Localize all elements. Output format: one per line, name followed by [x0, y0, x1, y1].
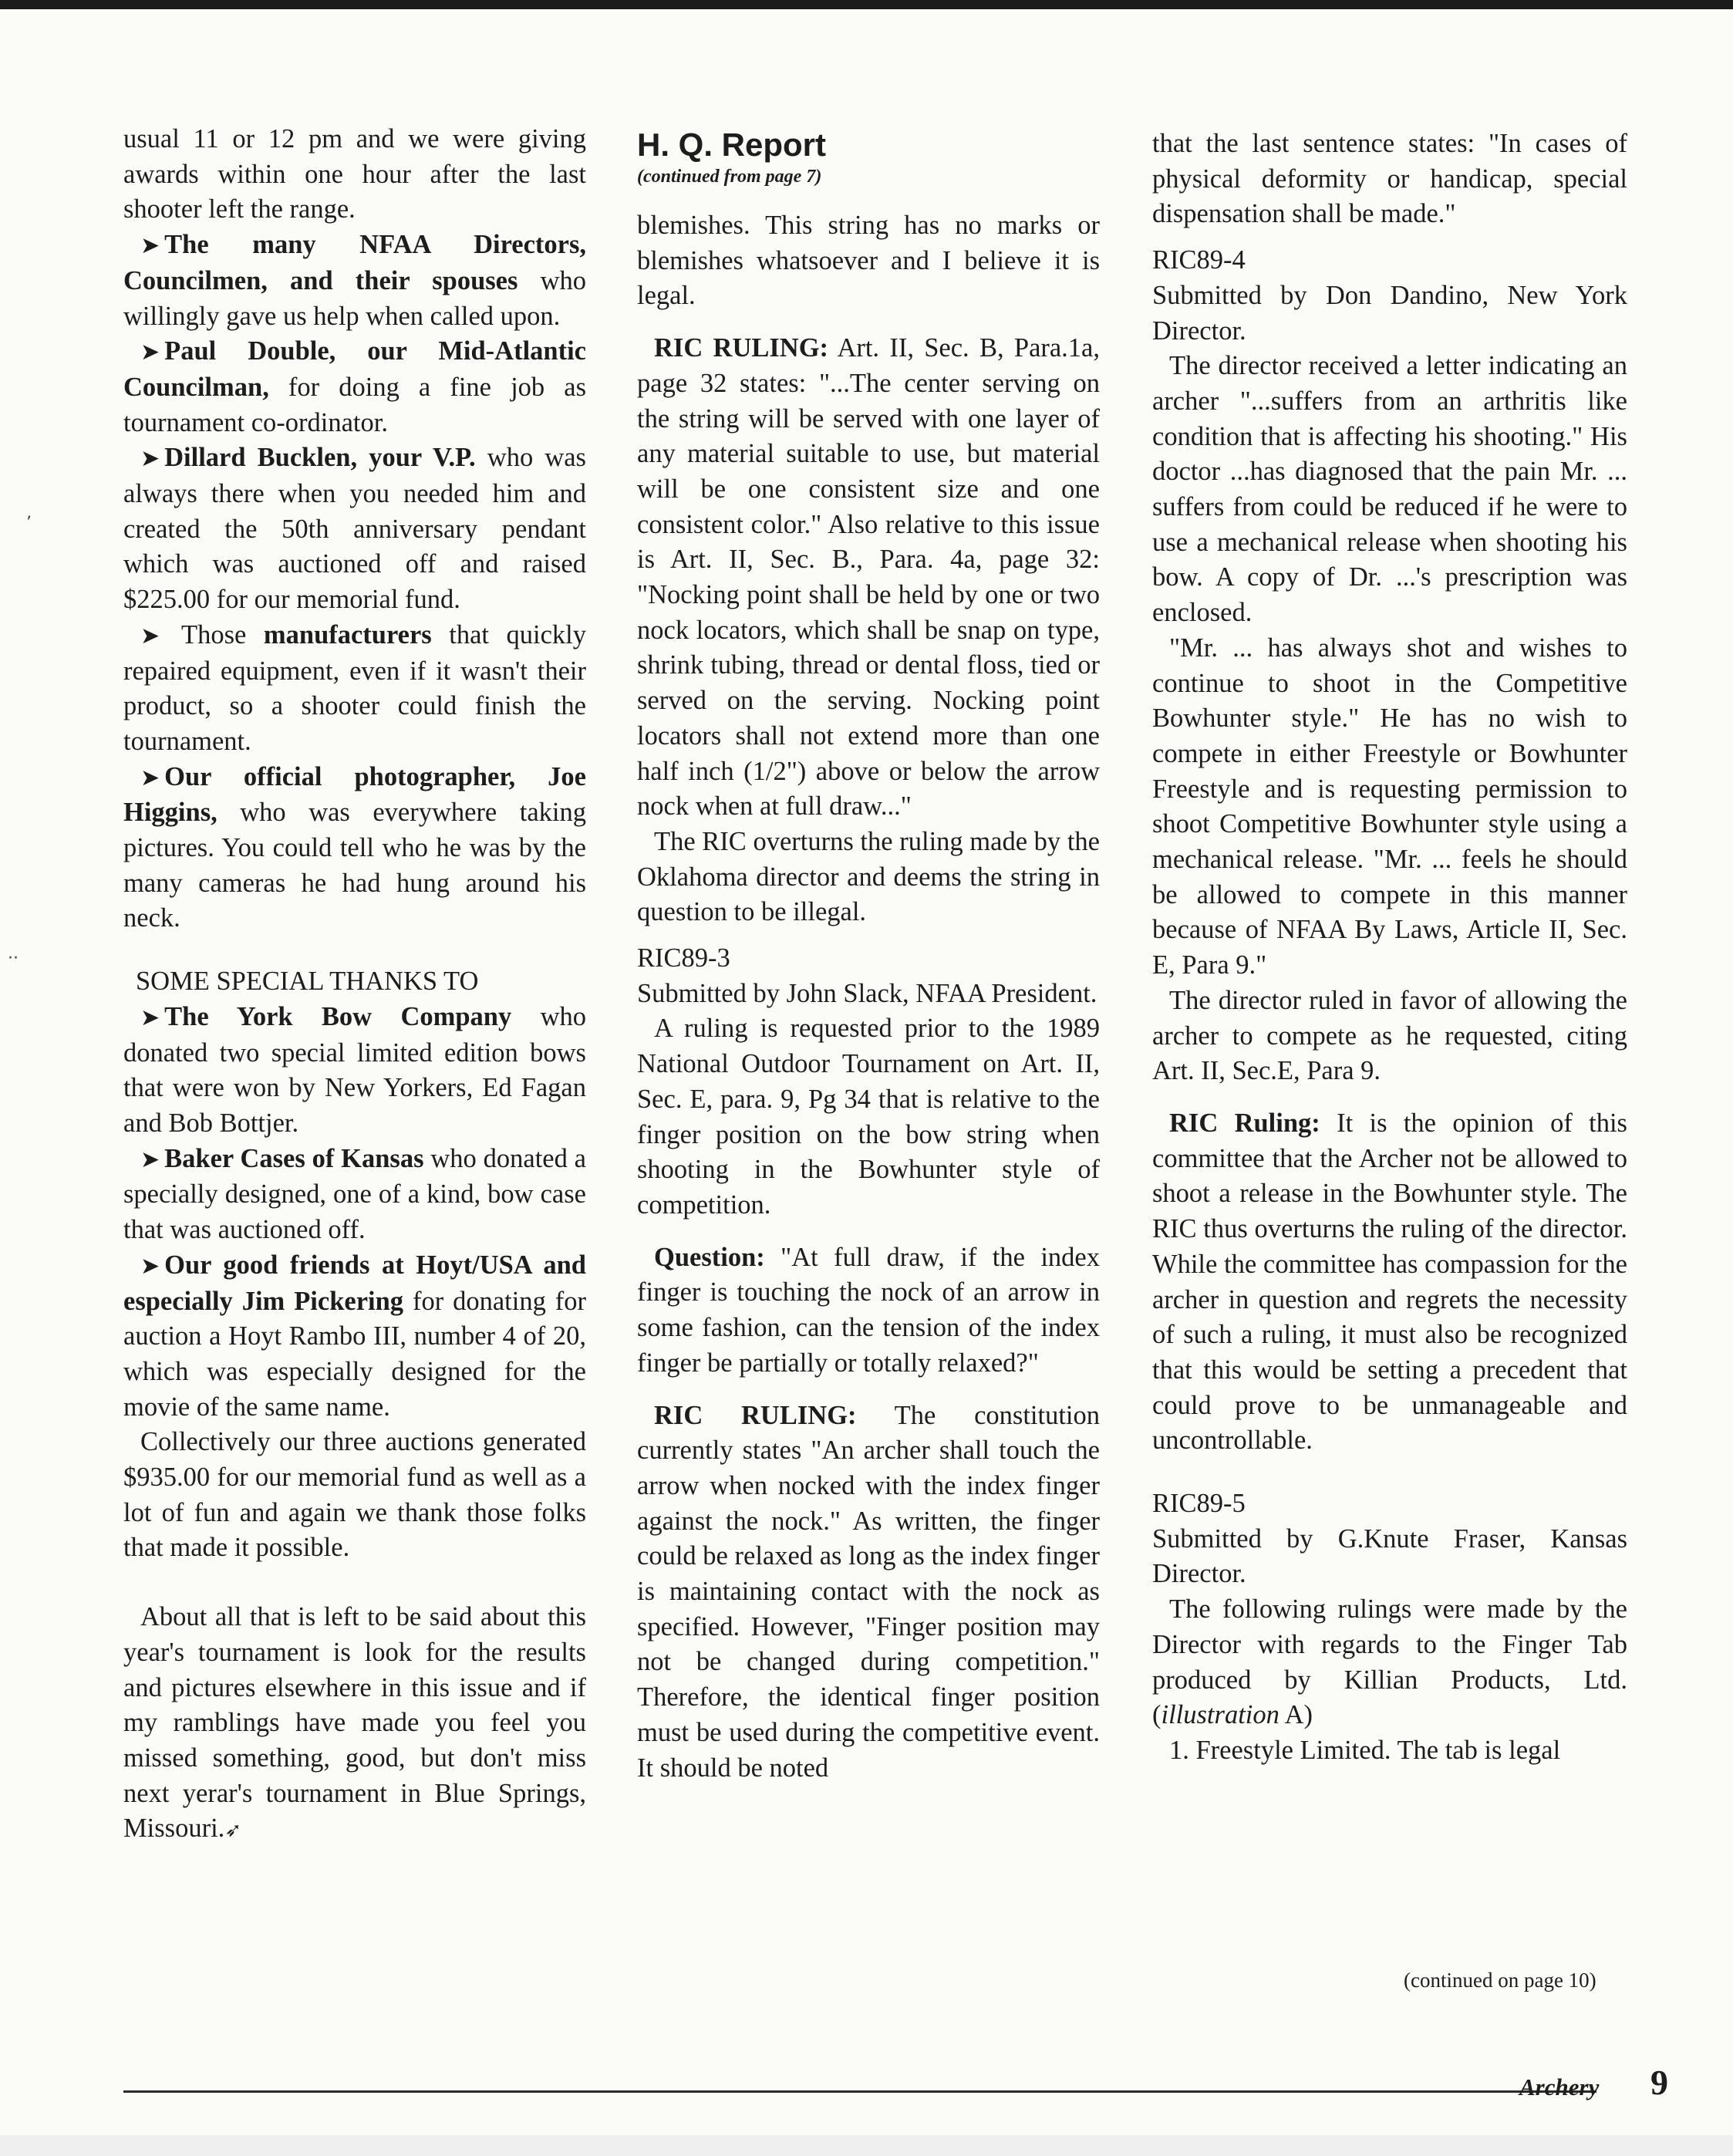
- scan-bottom-edge: [0, 2135, 1733, 2156]
- arrow-bullet-icon: ➤: [140, 1252, 160, 1280]
- paragraph: "Mr. ... has always shot and wishes to continue to shoot in the Competitive Bowhunter style." He has no wish to compete in either Freestyle or Bowhunter Freestyle and is requesting permission to shoot Competitive Bowhunter style using a mechanical release. "Mr. ... feels he should be allowed to compete in this manner because of NFAA By Laws, Article II, Sec. E, Para 9.": [1152, 633, 1627, 980]
- continued-on-note: (continued on page 10): [1404, 1969, 1596, 1992]
- arrow-bullet-icon: ➤: [140, 764, 160, 791]
- column-left: [123, 122, 586, 1849]
- ruling-paragraph: RIC RULING: The constitution currently states "An archer shall touch the arrow when nocked with the index finger against the nock." As written, the finger could be relaxed as long as the index finger is maintaining contact with the nock as specified. However, "Finger position may not be changed during competition." Therefore, the identical finger position must be used during the competitive event. It should be noted: [637, 1400, 1100, 1783]
- arrow-bullet-icon: ➤: [140, 339, 160, 366]
- footer-rule: [123, 2090, 1596, 2093]
- section-heading: SOME SPECIAL THANKS TO: [136, 967, 479, 997]
- arrow-endmark-icon: ➶: [224, 1819, 242, 1843]
- ruling-id: RIC89-5: [1152, 1489, 1246, 1519]
- question-paragraph: Question: "At full draw, if the index finger is touching the nock of an arrow in some fashion, can the tension of the index finger be partially or totally relaxed?": [637, 1242, 1100, 1378]
- submitted-by: Submitted by Don Dandino, New York Director.: [1152, 280, 1627, 346]
- submitted-by: Submitted by G.Knute Fraser, Kansas Director.: [1152, 1523, 1627, 1589]
- page-number: 9: [1650, 2063, 1668, 2102]
- spacer: [637, 314, 1100, 331]
- thanks-item: ➤ The many NFAA Directors, Councilmen, and their spouses who willingly gave us help when called upon.: [123, 230, 586, 331]
- thanks-item: ➤ Paul Double, our Mid-Atlantic Councilman, for doing a fine job as tournament co-ordinator.: [123, 336, 586, 437]
- paragraph: About all that is left to be said about this year's tournament is look for the results and pictures elsewhere in this issue and if my ramblings have made you feel you missed something, good, but don't miss next yerar's tournament in Blue Springs, Missouri.➶: [123, 1602, 586, 1844]
- thanks-item: ➤ Our good friends at Hoyt/USA and especially Jim Pickering for donating for auction a Hoyt Rambo III, number 4 of 20, which was especially designed for the movie of the same name.: [123, 1250, 586, 1422]
- paragraph: blemishes. This string has no marks or blemishes whatsoever and I believe it is legal.: [637, 211, 1100, 311]
- scan-top-edge: [0, 0, 1733, 9]
- thanks-item: ➤ Dillard Bucklen, your V.P. who was always there when you needed him and created the 50th anniversary pendant which was auctioned off and raised $225.00 for our memorial fund.: [123, 443, 586, 615]
- spacer: [637, 1382, 1100, 1399]
- arrow-bullet-icon: ➤: [140, 1004, 160, 1031]
- scan-speck: ··: [8, 949, 19, 968]
- arrow-bullet-icon: ➤: [140, 445, 160, 473]
- paragraph: that the last sentence states: "In cases of physical deformity or handicap, special dispensation shall be made.": [1152, 129, 1627, 229]
- spacer: [1152, 1089, 1627, 1106]
- spacer: [637, 1223, 1100, 1240]
- ruling-paragraph: RIC RULING: Art. II, Sec. B, Para.1a, page 32 states: "...The center serving on the string will be served with one layer of any material suitable to use, but material will be one consistent size and one consistent color." Also relative to this issue is Art. II, Sec. B., Para. 4a, page 32: "Nocking point shall be held by one or two nock locators, which shall be snap on type, shrink tubing, thread or dental floss, tied or served on the serving. Nocking point locators shall not extend more than one half inch (1/2") above or below the arrow nock when at full draw...": [637, 333, 1100, 822]
- column-right: [1152, 127, 1627, 1769]
- paragraph: The director received a letter indicating an archer "...suffers from an arthritis like condition that is affecting his shooting." His doctor ...has diagnosed that the pain Mr. ... suffers from could be reduced if he were to use a mechanical release when shooting his bow. A copy of Dr. ...'s prescription was enclosed.: [1152, 351, 1627, 628]
- paragraph: usual 11 or 12 pm and we were giving awards within one hour after the last shooter left the range.: [123, 124, 586, 224]
- arrow-bullet-icon: ➤: [140, 1145, 160, 1173]
- arrow-bullet-icon: ➤: [140, 232, 160, 260]
- paragraph: The RIC overturns the ruling made by the Oklahoma director and deems the string in question to be illegal.: [637, 826, 1100, 927]
- spacer: [123, 1566, 586, 1600]
- paragraph: A ruling is requested prior to the 1989 National Outdoor Tournament on Art. II, Sec. E, para. 9, Pg 34 that is relative to the finger position on the bow string when shooting in the Bowhunter style of competition.: [637, 1014, 1100, 1220]
- paragraph: The following rulings were made by the Director with regards to the Finger Tab produced by Killian Products, Ltd. (illustration A): [1152, 1594, 1627, 1730]
- thanks-item: ➤ Baker Cases of Kansas who donated a specially designed, one of a kind, bow case that was auctioned off.: [123, 1143, 586, 1245]
- ruling-id: RIC89-3: [637, 943, 730, 973]
- article-continued-from: (continued from page 7): [637, 167, 822, 187]
- paragraph: The director ruled in favor of allowing the archer to compete as he requested, citing Art. II, Sec.E, Para 9.: [1152, 985, 1627, 1086]
- magazine-name: Archery: [1519, 2073, 1600, 2100]
- list-item: 1. Freestyle Limited. The tab is legal: [1169, 1735, 1561, 1765]
- submitted-by: Submitted by John Slack, NFAA President.: [637, 978, 1097, 1008]
- paragraph: Collectively our three auctions generated $935.00 for our memorial fund as well as a lot of fun and again we thank those folks that made it possible.: [123, 1427, 586, 1563]
- column-middle: [637, 127, 1100, 1786]
- spacer: [1152, 1459, 1627, 1476]
- ruling-id: RIC89-4: [1152, 245, 1246, 275]
- arrow-bullet-icon: ➤: [140, 622, 160, 649]
- thanks-item: ➤ Those manufacturers that quickly repaired equipment, even if it wasn't their product, so a shooter could finish the tournament.: [123, 619, 586, 756]
- thanks-item: ➤ The York Bow Company who donated two special limited edition bows that were won by New Yorkers, Ed Fagan and Bob Bottjer.: [123, 1001, 587, 1138]
- spacer: [123, 936, 586, 953]
- thanks-item: ➤ Our official photographer, Joe Higgins, who was everywhere taking pictures. You could tell who he was by the many cameras he had hung around his neck.: [123, 761, 586, 933]
- article-title: H. Q. Report: [637, 127, 827, 163]
- ruling-paragraph: RIC Ruling: It is the opinion of this committee that the Archer not be allowed to shoot a release in the Bowhunter style. The RIC thus overturns the ruling of the director. While the committee has compassion for the archer in question and regrets the necessity of such a ruling, it must also be recognized that this would be setting a precedent that could prove to be unmanageable and uncontrollable.: [1152, 1108, 1627, 1456]
- scan-speck: ’: [26, 514, 32, 533]
